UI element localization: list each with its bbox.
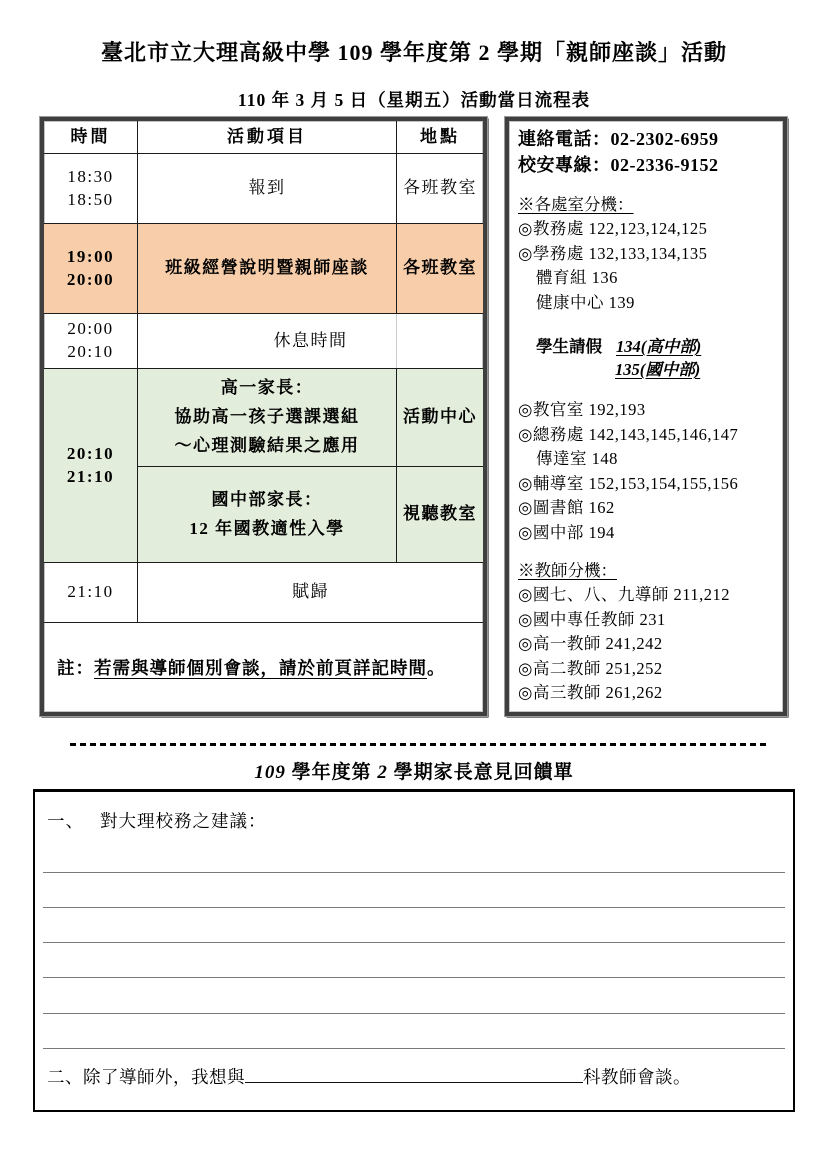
activity-cell: 班級經營說明暨親師座談	[138, 224, 397, 313]
ext-line: ◎國七、八、九導師 211,212	[518, 585, 731, 604]
question-2-prefix: 二、除了導師外，我想與	[47, 1067, 245, 1087]
subrow-senior-parents	[138, 369, 483, 467]
ext-line: ◎高一教師 241,242	[518, 634, 663, 653]
table-row-class-meeting	[44, 224, 483, 314]
location-cell: 各班教室	[403, 178, 477, 198]
question-1-number: 一、	[47, 811, 84, 831]
ext-line: 體育組 136	[536, 268, 618, 287]
page-title: 臺北市立大理高級中學 109 學年度第 2 學期「親師座談」活動	[100, 40, 727, 65]
time-cell	[44, 563, 138, 622]
time-cell	[44, 314, 138, 368]
table-row-departure	[44, 563, 483, 623]
note-text	[44, 623, 483, 712]
feedback-title-row	[33, 757, 795, 791]
time-cell	[44, 224, 138, 313]
activity-cell: 報到	[138, 154, 397, 223]
ext-line: ◎輔導室 152,153,154,155,156	[518, 473, 739, 493]
col-header-activity: 活動項目	[138, 121, 397, 153]
teacher-ext-section-header: ※教師分機：	[518, 561, 617, 580]
time-start: 19:00	[66, 246, 115, 266]
fill-in-blank	[245, 1067, 583, 1083]
col-header-location: 地點	[420, 126, 460, 146]
ext-line: ◎高二教師 251,252	[518, 658, 663, 678]
activity-cell: 高一家長： 協助高一孩子選課選組 ～心理測驗結果之應用	[138, 369, 397, 466]
gridline	[396, 314, 397, 368]
note-prefix: 註：	[57, 658, 94, 678]
ext-line: ◎國中專任教師 231	[518, 609, 666, 629]
question-2-suffix: 科教師會談。	[583, 1067, 691, 1087]
time-cell	[44, 154, 138, 223]
leave-ext-junior: 135(國中部)	[615, 360, 701, 379]
feedback-form-title: 109 學年度第 2 學期家長意見回饋單	[254, 762, 574, 783]
activity-cell-merged: 休息時間	[138, 314, 483, 368]
writing-line	[43, 872, 785, 873]
contact-panel	[505, 117, 787, 716]
writing-line	[43, 1048, 785, 1049]
subrow-junior-parents	[138, 467, 483, 562]
time-start: 21:10	[67, 582, 114, 602]
student-leave-line	[518, 335, 777, 358]
table-row-parent-sessions	[44, 369, 483, 563]
office-ext-section-header: ※各處室分機：	[518, 195, 634, 214]
table-note-row	[44, 623, 483, 712]
dashed-cut-line	[70, 743, 770, 746]
col-header-time: 時間	[44, 121, 138, 153]
time-start: 20:10	[66, 443, 115, 463]
schedule-table	[40, 117, 487, 716]
time-start: 20:00	[67, 319, 114, 339]
writing-line	[43, 977, 785, 978]
ext-line: ◎國中部 194	[518, 522, 615, 542]
feedback-form	[33, 790, 795, 1112]
contact-phone: 連絡電話：02-2302-6959	[518, 129, 719, 149]
location-cell: 各班教室	[403, 258, 477, 278]
location-cell: 活動中心	[403, 407, 477, 427]
page-subtitle: 110 年 3 月 5 日（星期五）活動當日流程表	[237, 90, 591, 110]
ext-line: ◎教官室 192,193	[518, 400, 646, 419]
ext-line: ◎教務處 122,123,124,125	[518, 219, 708, 238]
time-end: 21:10	[66, 466, 115, 486]
time-start: 18:30	[67, 166, 114, 186]
table-header-row	[44, 121, 483, 154]
time-end: 20:10	[67, 342, 114, 361]
ext-line: ◎總務處 142,143,145,146,147	[518, 424, 739, 444]
time-end: 20:00	[66, 269, 115, 289]
campus-safety-phone: 校安專線：02-2336-9152	[518, 155, 719, 175]
ext-line: ◎圖書館 162	[518, 498, 615, 517]
question-2	[47, 1064, 691, 1089]
note-underlined: 若需與導師個別會談，請於前頁詳記時間	[94, 658, 427, 678]
writing-line	[43, 907, 785, 908]
activity-cell: 國中部家長： 12 年國教適性入學	[138, 467, 397, 562]
time-cell	[44, 369, 138, 562]
question-1-text: 對大理校務之建議：	[100, 811, 267, 831]
ext-line: ◎學務處 132,133,134,135	[518, 243, 708, 263]
table-row-checkin	[44, 154, 483, 224]
parent-session-subrows	[138, 369, 483, 562]
location-cell: 視聽教室	[403, 504, 477, 524]
ext-line: 健康中心 139	[536, 292, 635, 312]
ext-line: 傳達室 148	[536, 449, 618, 468]
note-suffix: 。	[427, 658, 446, 678]
ext-line: ◎高三教師 261,262	[518, 683, 663, 702]
student-leave-line	[518, 358, 777, 381]
question-1	[47, 808, 267, 833]
writing-line	[43, 1013, 785, 1014]
activity-cell-merged: 賦歸	[292, 582, 329, 602]
writing-line	[43, 942, 785, 943]
time-end: 18:50	[67, 189, 114, 209]
table-row-break	[44, 314, 483, 369]
leave-ext-senior: 134(高中部)	[616, 337, 702, 356]
student-leave-label: 學生請假	[536, 337, 602, 356]
